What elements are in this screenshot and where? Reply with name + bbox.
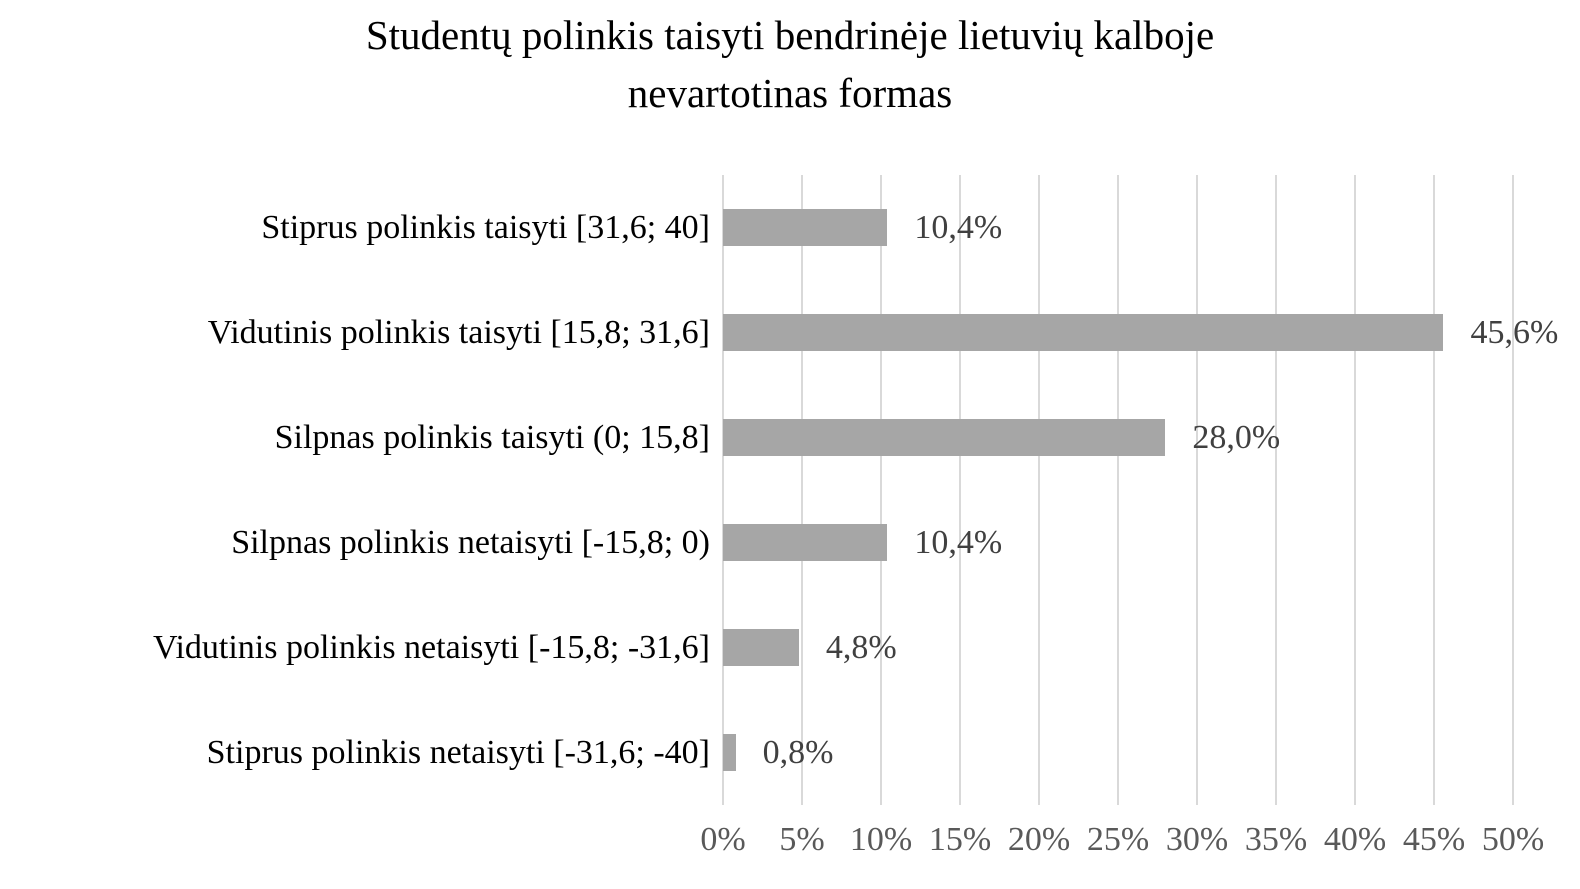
value-label: 10,4%	[914, 524, 1003, 561]
bar-track	[723, 280, 1559, 385]
bar-row	[0, 280, 1580, 385]
category-label: Stiprus polinkis netaisyti [-31,6; -40]	[206, 734, 710, 771]
x-tick-label: 25%	[1086, 821, 1150, 858]
bar	[723, 314, 1443, 351]
x-tick-label: 10%	[849, 821, 913, 858]
bar-row	[0, 385, 1580, 490]
x-tick-label: 30%	[1165, 821, 1229, 858]
value-label: 4,8%	[825, 629, 897, 666]
bar-track	[723, 385, 1513, 490]
bar	[723, 419, 1165, 456]
x-tick-label: 45%	[1402, 821, 1466, 858]
bar-series	[0, 175, 1580, 805]
x-tick-label: 40%	[1323, 821, 1387, 858]
bar-row	[0, 700, 1580, 805]
bar	[723, 209, 887, 246]
x-tick-label: 50%	[1481, 821, 1545, 858]
bar	[723, 734, 736, 771]
x-axis	[700, 805, 1545, 875]
category-label: Vidutinis polinkis taisyti [15,8; 31,6]	[207, 314, 710, 351]
category-label: Stiprus polinkis taisyti [31,6; 40]	[261, 209, 710, 246]
bar-track	[723, 595, 1513, 700]
x-tick-label: 15%	[928, 821, 992, 858]
category-label: Silpnas polinkis netaisyti [-15,8; 0)	[231, 524, 710, 561]
chart-title-line-1: Studentų polinkis taisyti bendrinėje lietuvių kalboje	[365, 12, 1215, 58]
x-tick-label: 5%	[779, 821, 825, 858]
value-label: 0,8%	[762, 734, 834, 771]
bar	[723, 524, 887, 561]
bar-track	[723, 700, 1513, 805]
chart-title	[0, 6, 1580, 122]
bar-track	[723, 175, 1513, 280]
chart-title-line-2: nevartotinas formas	[627, 70, 953, 116]
value-label: 45,6%	[1470, 314, 1559, 351]
bar	[723, 629, 799, 666]
bar-track	[723, 490, 1513, 595]
category-label: Silpnas polinkis taisyti (0; 15,8]	[274, 419, 710, 456]
category-label: Vidutinis polinkis netaisyti [-15,8; -31,6]	[152, 629, 710, 666]
value-label: 28,0%	[1192, 419, 1281, 456]
bar-row	[0, 175, 1580, 280]
bar-row	[0, 595, 1580, 700]
x-tick-label: 0%	[700, 821, 746, 858]
bar-row	[0, 490, 1580, 595]
value-label: 10,4%	[914, 209, 1003, 246]
x-tick-label: 35%	[1244, 821, 1308, 858]
x-tick-label: 20%	[1007, 821, 1071, 858]
